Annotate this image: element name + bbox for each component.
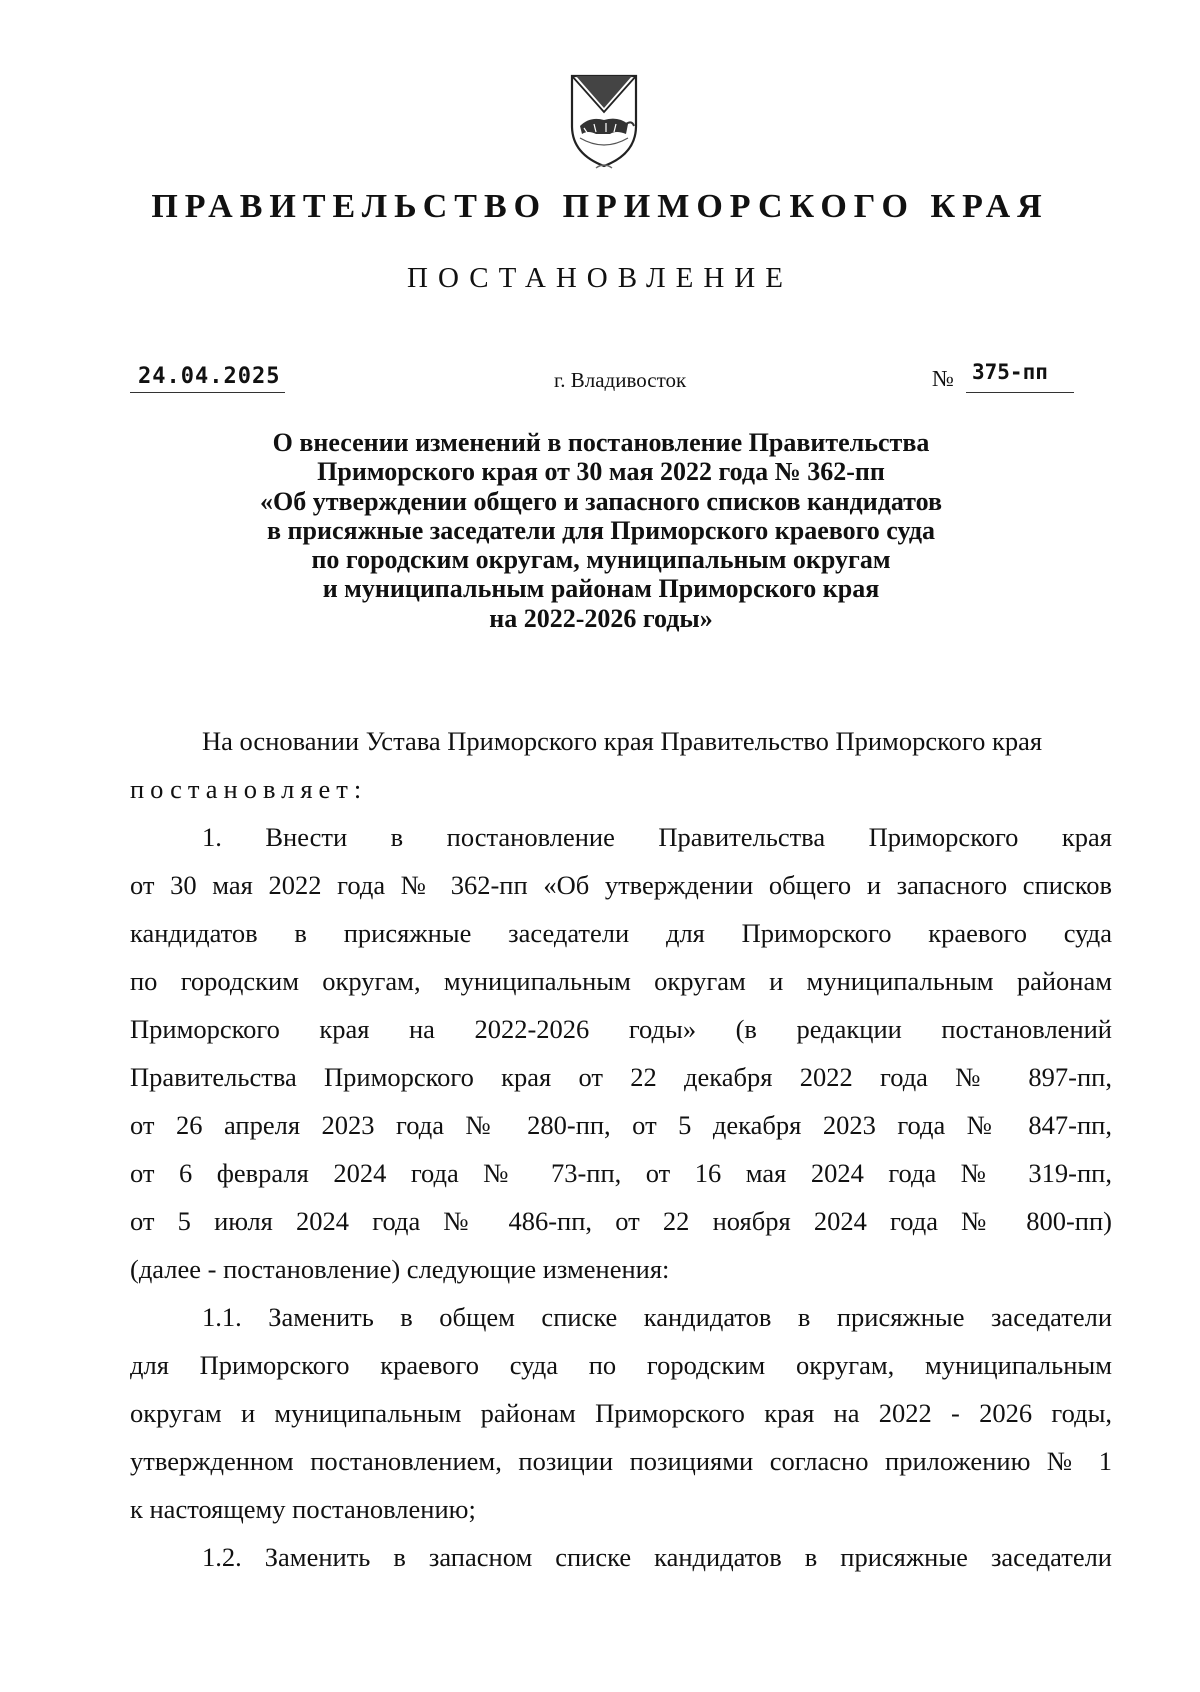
body-line: от 5 июля 2024 года № 486-пп, от 22 ноября 2024 года № 800-пп) [130, 1206, 1112, 1236]
body-line: 1.1. Заменить в общем списке кандидатов в присяжные заседатели [202, 1302, 1112, 1332]
body-line: для Приморского краевого суда по городским округам, муниципальным [130, 1350, 1112, 1380]
number-underline [966, 392, 1074, 393]
body-line: по городским округам, муниципальным округам и муниципальным районам [130, 966, 1112, 996]
body-line: к настоящему постановлению; [130, 1494, 476, 1524]
coat-of-arms-emblem [566, 68, 642, 172]
body-line: 1. Внести в постановление Правительства Приморского края [202, 822, 1112, 852]
document-type: ПОСТАНОВЛЕНИЕ [407, 262, 793, 294]
date-underline [130, 392, 285, 393]
body-line: кандидатов в присяжные заседатели для Приморского краевого суда [130, 918, 1112, 948]
body-line: от 30 мая 2022 года № 362-пп «Об утверждении общего и запасного списков [130, 870, 1112, 900]
document-city: г. Владивосток [554, 368, 687, 392]
document-title [180, 428, 1022, 633]
document-date: 24.04.2025 [138, 364, 281, 389]
body-line: На основании Устава Приморского края Правительство Приморского края [202, 726, 1043, 756]
body-line: 1.2. Заменить в запасном списке кандидатов в присяжные заседатели [202, 1542, 1112, 1572]
body-line: от 26 апреля 2023 года № 280-пп, от 5 декабря 2023 года № 847-пп, [130, 1110, 1112, 1140]
document-number: 375-пп [972, 360, 1048, 384]
title-line: Приморского края от 30 мая 2022 года № 362-пп [317, 457, 885, 487]
title-line: по городским округам, муниципальным округам [311, 545, 891, 575]
body-line: округам и муниципальным районам Приморского края на 2022 - 2026 годы, [130, 1398, 1112, 1428]
body-line: Приморского края на 2022-2026 годы» (в редакции постановлений [130, 1014, 1112, 1044]
title-line: О внесении изменений в постановление Правительства [272, 428, 930, 457]
body-line: от 6 февраля 2024 года № 73-пп, от 16 мая 2024 года № 319-пп, [130, 1158, 1112, 1188]
title-line: в присяжные заседатели для Приморского краевого суда [267, 515, 935, 545]
title-line: «Об утверждении общего и запасного списков кандидатов [260, 486, 942, 516]
body-line: постановляет: [130, 774, 368, 804]
body-line: (далее - постановление) следующие изменения: [130, 1254, 670, 1284]
body-line: утвержденном постановлением, позиции позициями согласно приложению № 1 [130, 1446, 1112, 1476]
organization-name: ПРАВИТЕЛЬСТВО ПРИМОРСКОГО КРАЯ [151, 188, 1049, 225]
body-line: Правительства Приморского края от 22 декабря 2022 года № 897-пп, [130, 1062, 1112, 1092]
title-line: на 2022-2026 годы» [489, 603, 713, 633]
title-line: и муниципальным районам Приморского края [322, 574, 880, 604]
number-sign: № [932, 366, 954, 391]
